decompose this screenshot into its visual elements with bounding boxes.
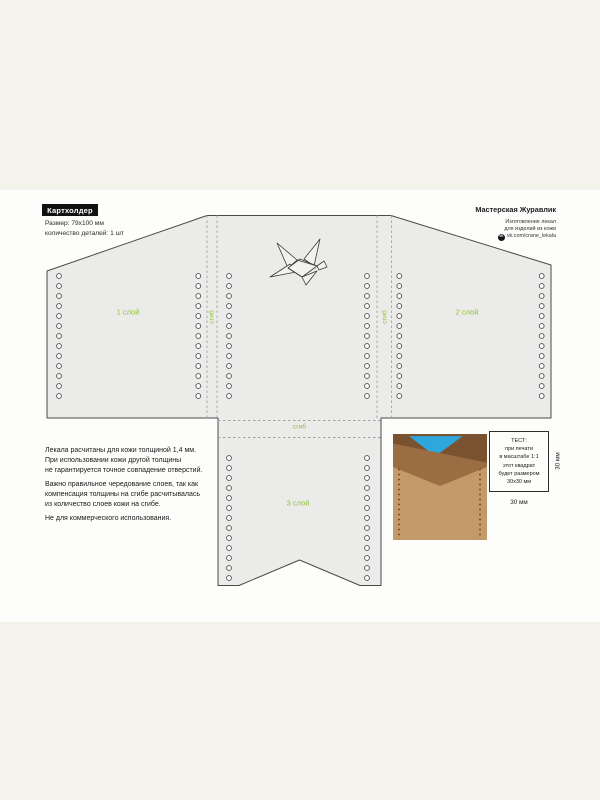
note-line: При использовании кожи другой толщины [45, 457, 182, 464]
stitch-hole [227, 344, 232, 349]
stitch-hole [365, 294, 370, 299]
note-paragraph [45, 480, 275, 510]
stitch-hole [397, 334, 402, 339]
stitch-hole [227, 354, 232, 359]
stitch-hole [365, 456, 370, 461]
brand-block [475, 205, 556, 241]
test-line: этот квадрат [502, 462, 536, 469]
print-test-square [489, 431, 549, 492]
brand-link: vk.com/crane_lekala [506, 233, 556, 240]
stitch-hole [365, 466, 370, 471]
stitch-hole [539, 304, 544, 309]
stitch-hole [196, 354, 201, 359]
stitch-hole [365, 546, 370, 551]
stitch-hole [539, 364, 544, 369]
stitch-hole [539, 294, 544, 299]
note-line: из количество слоев кожи на сгибе. [45, 501, 161, 508]
stitch-hole [365, 556, 370, 561]
stitch-hole [397, 274, 402, 279]
stitch-hole [365, 314, 370, 319]
test-width-label: 30 мм [510, 499, 528, 506]
stitch-hole [365, 384, 370, 389]
brand-line1: Изготовление лекал [505, 219, 556, 225]
layer1-label: 1 слой [116, 307, 140, 317]
stitch-hole [365, 364, 370, 369]
stitch-hole [539, 394, 544, 399]
fold-label-bottom: сгиб [292, 423, 307, 431]
stitch-hole [196, 284, 201, 289]
page-title: Картхолдер [42, 204, 98, 216]
stitch-hole [196, 274, 201, 279]
preview-stitch-right [479, 467, 481, 539]
notes-block [45, 446, 275, 528]
stitch-hole [539, 344, 544, 349]
test-line: будет размером [498, 470, 540, 477]
stitch-hole [227, 394, 232, 399]
stitch-hole [365, 496, 370, 501]
stitch-hole [397, 294, 402, 299]
cardholder-preview-image [393, 434, 487, 540]
stitch-hole [365, 506, 370, 511]
note-paragraph [45, 446, 275, 476]
stitch-hole [57, 384, 62, 389]
stitch-hole [227, 384, 232, 389]
stitch-hole [365, 566, 370, 571]
stitch-hole [227, 284, 232, 289]
stitch-hole [539, 354, 544, 359]
test-line: при печати [505, 446, 533, 453]
stitch-hole [365, 394, 370, 399]
stitch-hole [196, 334, 201, 339]
stitch-hole [539, 384, 544, 389]
stitch-hole [397, 364, 402, 369]
stitch-hole [227, 546, 232, 551]
stitch-hole [196, 304, 201, 309]
stitch-hole [227, 314, 232, 319]
stitch-hole [539, 284, 544, 289]
stitch-hole [365, 536, 370, 541]
stitch-hole [227, 576, 232, 581]
test-line: в масштабе 1:1 [499, 454, 539, 461]
stitch-hole [227, 324, 232, 329]
stitch-hole [365, 516, 370, 521]
stitch-hole [365, 486, 370, 491]
stitch-hole [57, 364, 62, 369]
stitch-hole [196, 314, 201, 319]
stitch-hole [365, 324, 370, 329]
note-line: не гарантируется точное совпадение отверстий. [45, 467, 203, 474]
size-line: Размер: 79x100 мм [45, 220, 104, 227]
layer3-label: 3 слой [286, 498, 310, 508]
stitch-hole [57, 344, 62, 349]
stitch-hole [196, 294, 201, 299]
note-line: компенсация толщины на сгибе расчитывалась [45, 491, 201, 498]
fold-label-right: сгиб [381, 310, 388, 324]
stitch-hole [397, 314, 402, 319]
stitch-hole [397, 354, 402, 359]
test-height-label: 30 мм [554, 452, 562, 470]
stitch-hole [365, 334, 370, 339]
stitch-hole [227, 304, 232, 309]
note-paragraph [45, 514, 275, 524]
test-line: 30х30 мм [506, 478, 532, 485]
stitch-hole [196, 324, 201, 329]
stitch-hole [227, 556, 232, 561]
stitch-hole [57, 374, 62, 379]
stitch-hole [196, 384, 201, 389]
stitch-hole [57, 334, 62, 339]
stitch-hole [539, 334, 544, 339]
stitch-hole [196, 394, 201, 399]
stitch-hole [227, 274, 232, 279]
stitch-hole [539, 374, 544, 379]
stitch-hole [57, 294, 62, 299]
stitch-hole [227, 294, 232, 299]
stitch-hole [196, 344, 201, 349]
pattern-meta [45, 219, 124, 239]
stitch-hole [365, 476, 370, 481]
layer2-label: 2 слой [455, 307, 479, 317]
stitch-hole [57, 394, 62, 399]
stitch-hole [397, 324, 402, 329]
stitch-hole [539, 274, 544, 279]
brand-name: Мастерская Журавлик [475, 205, 556, 214]
note-line: Лекала расчитаны для кожи толщиной 1,4 мм. [45, 447, 197, 454]
stitch-hole [365, 354, 370, 359]
stitch-hole [57, 354, 62, 359]
test-line: ТЕСТ: [511, 437, 527, 444]
stitch-hole [397, 284, 402, 289]
quantity-line: количество деталей: 1 шт [45, 230, 124, 237]
stitch-hole [196, 364, 201, 369]
stitch-hole [365, 576, 370, 581]
stitch-hole [397, 304, 402, 309]
stitch-hole [539, 324, 544, 329]
vk-circle-icon: VK [498, 234, 505, 241]
stitch-hole [227, 374, 232, 379]
stitch-hole [227, 364, 232, 369]
stitch-hole [57, 304, 62, 309]
note-line: Важно правильное чередование слоев, так как [45, 481, 199, 488]
stitch-hole [57, 284, 62, 289]
stitch-hole [365, 526, 370, 531]
stitch-hole [397, 394, 402, 399]
stitch-hole [365, 374, 370, 379]
brand-line2: для изделий из кожи [504, 226, 556, 233]
stitch-hole [397, 374, 402, 379]
preview-stitch-left [398, 467, 400, 539]
stitch-hole [365, 284, 370, 289]
stitch-hole [196, 374, 201, 379]
note-line: Не для коммерческого использования. [45, 515, 172, 522]
stitch-hole [227, 566, 232, 571]
stitch-hole [227, 334, 232, 339]
fold-label-left: сгиб [208, 310, 216, 324]
stitch-hole [57, 274, 62, 279]
stitch-hole [397, 384, 402, 389]
stitch-hole [57, 324, 62, 329]
stitch-hole [227, 536, 232, 541]
stitch-hole [539, 314, 544, 319]
stitch-hole [365, 304, 370, 309]
stitch-hole [365, 344, 370, 349]
stitch-hole [365, 274, 370, 279]
stitch-hole [397, 344, 402, 349]
stitch-hole [57, 314, 62, 319]
